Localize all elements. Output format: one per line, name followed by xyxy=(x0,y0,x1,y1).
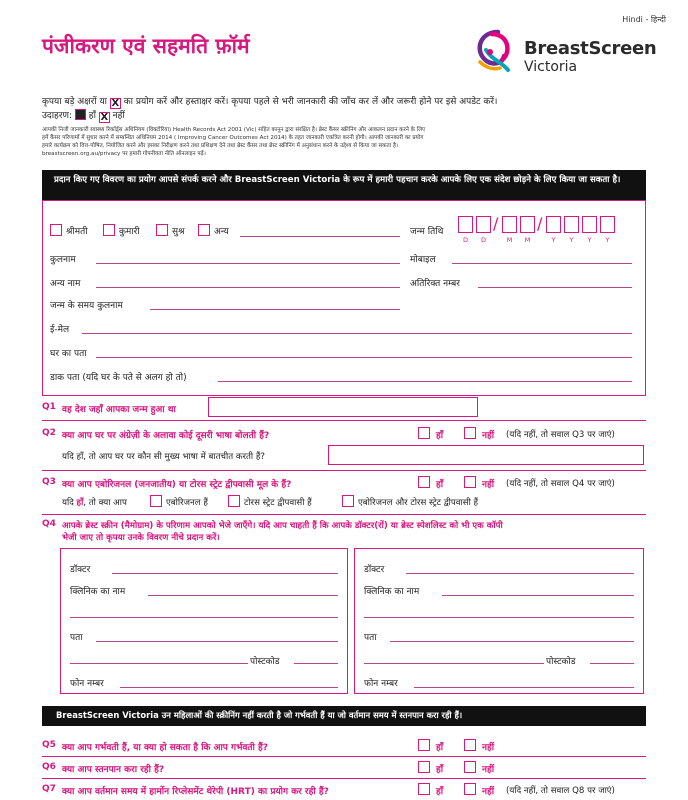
q3-followup xyxy=(62,496,127,508)
doctor-2-label: डॉक्टर xyxy=(364,565,385,575)
q2-followup-text: यदि हाँ, तो आप घर पर कौन सी मुख्य भाषा में बातचीत करती हैं? xyxy=(62,452,265,462)
birth-surname-field[interactable] xyxy=(150,309,400,310)
x-mark-icon: X xyxy=(111,98,120,109)
dob-month-2-input[interactable] xyxy=(520,216,535,233)
q4-number: Q4 xyxy=(42,519,56,529)
q3-number: Q3 xyxy=(42,477,56,487)
privacy-notice xyxy=(42,126,662,158)
dob-month-1-input[interactable] xyxy=(502,216,517,233)
instructions xyxy=(42,94,662,109)
q3-no-checkbox[interactable] xyxy=(464,476,476,488)
surname-field[interactable] xyxy=(96,263,400,264)
divider xyxy=(42,420,646,421)
q2-skip-note: (यदि नहीं, तो सवाल Q3 पर जाएं) xyxy=(506,430,615,440)
doctor-2-phone-label: फोन नम्बर xyxy=(364,679,398,689)
q7-number: Q7 xyxy=(42,784,56,794)
q4-text-line1: आपके ब्रेस्ट स्क्रीन (मैमोग्राम) के परिणाम आपको भेजे जाएँगे। यदि आप चाहती हैं कि आपके डॉक्टर(रों) या ब्रेस्ट स्पेशलिस्ट को भी एक कॉपी xyxy=(62,521,503,531)
mobile-field[interactable] xyxy=(452,263,632,264)
date-separator: / xyxy=(537,214,543,233)
q3-both-checkbox[interactable] xyxy=(342,495,354,507)
dob-year-4-input[interactable] xyxy=(600,216,615,233)
doctor-2-clinic-label: क्लिनिक का नाम xyxy=(364,587,420,597)
email-label: ई-मेल xyxy=(50,325,70,335)
doctor-1-postcode-label: पोस्टकोड xyxy=(250,657,280,667)
title-ms-checkbox[interactable] xyxy=(156,224,168,236)
dob-year-1-input[interactable] xyxy=(546,216,561,233)
q3-yes-label: हाँ xyxy=(436,480,444,490)
doctor-2-clinic-field-2[interactable] xyxy=(364,617,634,618)
q3-torres-strait-label: टोरस स्ट्रेट द्वीपवासी हैं xyxy=(244,498,312,508)
title-ms-label: सुश्र xyxy=(172,227,185,237)
q3-followup-yes: हाँ xyxy=(76,498,84,508)
dob-placeholder: Y xyxy=(587,236,592,244)
home-address-label: घर का पता xyxy=(50,349,87,359)
doctor-1-address-field-2[interactable] xyxy=(70,663,248,664)
q7-no-label: नहीं xyxy=(482,787,495,797)
q3-text: क्या आप एबोरिजनल (जनजातीय) या टोरस स्ट्रेट द्वीपवासी मूल के हैं? xyxy=(62,480,292,490)
divider xyxy=(42,778,646,779)
q3-followup-pre: यदि xyxy=(62,498,74,508)
doctor-1-label: डॉक्टर xyxy=(70,565,91,575)
q3-torres-strait-checkbox[interactable] xyxy=(228,495,240,507)
birth-surname-label: जन्म के समय कुलनाम xyxy=(50,301,123,311)
dob-day-1-input[interactable] xyxy=(458,216,473,233)
dob-placeholder: Y xyxy=(569,236,574,244)
dob-placeholder: D xyxy=(462,236,468,244)
example-label: उदाहरण: xyxy=(42,111,73,121)
privacy-line: breastscreen.org.au/privacy पर हमारी गोपनीयता नीति ऑनलाइन पढ़ें। xyxy=(42,151,206,158)
doctor-2-address-field-2[interactable] xyxy=(364,663,544,664)
dob-placeholder: M xyxy=(524,236,531,244)
doctor-1-phone-label: फोन नम्बर xyxy=(70,679,104,689)
q3-no-label: नहीं xyxy=(482,480,495,490)
doctor-2-clinic-field[interactable] xyxy=(442,595,634,596)
doctor-1-clinic-field-2[interactable] xyxy=(70,617,338,618)
q5-yes-checkbox[interactable] xyxy=(418,739,430,751)
q5-no-checkbox[interactable] xyxy=(464,739,476,751)
q2-yes-label: हाँ xyxy=(436,431,444,441)
title-miss-checkbox[interactable] xyxy=(103,224,115,236)
q1-country-input[interactable] xyxy=(208,397,478,417)
language-label: Hindi - हिन्दी xyxy=(622,15,666,24)
form-title: पंजीकरण एवं सहमति फ़ॉर्म xyxy=(42,34,250,58)
home-address-field[interactable] xyxy=(96,357,632,358)
privacy-line: आपकी निजी जानकारी स्वास्थ्य रिकॉर्ड्स अधिनियम (विक्टोरिया) Health Records Act 2001 (Vic) सहित कानून द्वारा संरक्षित है। ब्रेस्ट कैंसर स्क्रीनिंग और आकलन प्रदान करने के लिए xyxy=(42,127,426,133)
doctor-2-box xyxy=(354,548,644,694)
q6-number: Q6 xyxy=(42,762,56,772)
dob-placeholder: M xyxy=(506,236,513,244)
instructions-part1: कृपया बड़े अक्षरों या xyxy=(42,97,108,107)
doctor-2-address-label: पता xyxy=(364,633,377,643)
q4-text-line2: भेजी जाए तो कृपया उनके विवरण नीचे प्रदान करें। xyxy=(62,533,220,543)
logo-text-state: Victoria xyxy=(524,59,578,75)
doctor-1-clinic-field[interactable] xyxy=(148,595,338,596)
q3-aboriginal-label: एबोरिजनल हैं xyxy=(166,498,208,508)
pregnancy-banner: BreastScreen Victoria उन महिलाओं की स्क्रीनिंग नहीं करती है जो गर्भवती हैं या जो वर्तमान समय में स्तनपान करा रही हैं। xyxy=(42,706,646,726)
divider xyxy=(42,470,646,471)
q6-yes-checkbox[interactable] xyxy=(418,761,430,773)
title-other-label: अन्य xyxy=(214,227,229,237)
extra-number-label: अतिरिक्त नम्बर xyxy=(410,279,460,289)
logo-text-brand: BreastScreen xyxy=(524,38,657,59)
divider xyxy=(42,514,646,515)
q5-no-label: नहीं xyxy=(482,743,495,753)
q2-language-input[interactable] xyxy=(328,445,644,465)
q1-number: Q1 xyxy=(42,402,56,412)
dob-placeholder: Y xyxy=(551,236,556,244)
breastscreen-logo-icon xyxy=(468,26,518,76)
example-no: नहीं xyxy=(112,111,125,121)
dob-label: जन्म तिथि xyxy=(410,227,444,237)
doctor-1-postcode-field[interactable] xyxy=(294,663,338,664)
contact-banner: प्रदान किए गए विवरण का प्रयोग आपसे संपर्क करने और BreastScreen Victoria के रूप में हमारी पहचान करके आपके लिए एक संदेश छोड़ने के लिए किया जा सकता है। xyxy=(42,170,646,200)
doctor-2-postcode-field[interactable] xyxy=(590,663,634,664)
q7-yes-checkbox[interactable] xyxy=(418,783,430,795)
q3-skip-note: (यदि नहीं, तो सवाल Q4 पर जाएं) xyxy=(506,479,615,489)
doctor-2-address-field[interactable] xyxy=(390,641,634,642)
date-separator: / xyxy=(493,214,499,233)
other-name-field[interactable] xyxy=(96,287,400,288)
q1-text: वह देश जहाँ आपका जन्म हुआ था xyxy=(62,405,176,415)
title-mrs-label: श्रीमती xyxy=(66,227,88,237)
q7-skip-note: (यदि नहीं, तो सवाल Q8 पर जाएं) xyxy=(506,786,615,796)
title-miss-label: कुमारी xyxy=(119,227,140,237)
privacy-line: हमारे कार्यक्रम को वित्त-पोषित, नियोजित करने और इसका निरीक्षण करने तथा प्रशिक्षण देने तथा ब्रेस्ट कैंसर तथा ब्रेस्ट स्क्रीनिंग में अनुसंधान करने के उद्देश्य से किया जा सकता है। xyxy=(42,143,399,150)
privacy-line: हमें कैंसर परिणामों में सुधार करने में सम्बन्धित अधिनियम 2014 ( Improving Cancer Outcomes Act 2014) के तहत जानकारी एकत्रित करनी होगी। आपकी जानकारी का प्रयोग xyxy=(42,135,424,142)
title-mrs-checkbox[interactable] xyxy=(50,224,62,236)
surname-label: कुलनाम xyxy=(50,255,76,265)
q5-number: Q5 xyxy=(42,740,56,750)
q6-yes-label: हाँ xyxy=(436,765,444,775)
mobile-label: मोबाइल xyxy=(410,255,436,265)
q2-no-label: नहीं xyxy=(482,431,495,441)
title-other-field[interactable] xyxy=(240,236,400,237)
dob-day-2-input[interactable] xyxy=(476,216,491,233)
title-other-checkbox[interactable] xyxy=(198,224,210,236)
q5-text: क्या आप गर्भवती हैं, या क्या हो सकता है कि आप गर्भवती हैं? xyxy=(62,743,269,753)
doctor-1-clinic-label: क्लिनिक का नाम xyxy=(70,587,126,597)
q2-number: Q2 xyxy=(42,428,56,438)
q3-aboriginal-checkbox[interactable] xyxy=(150,495,162,507)
q6-text: क्या आप स्तनपान करा रही हैं? xyxy=(62,765,165,775)
q7-text: क्या आप वर्तमान समय में हार्मोन रिप्लेसमेंट थेरेपी (HRT) का प्रयोग कर रही हैं? xyxy=(62,787,329,797)
q2-no-checkbox[interactable] xyxy=(464,427,476,439)
dob-placeholder: Y xyxy=(605,236,610,244)
q5-yes-label: हाँ xyxy=(436,743,444,753)
breastscreen-logo xyxy=(468,26,668,78)
divider xyxy=(42,756,646,757)
example-row xyxy=(42,108,125,123)
dob-placeholder: D xyxy=(480,236,486,244)
doctor-1-address-field[interactable] xyxy=(96,641,338,642)
doctor-1-address-label: पता xyxy=(70,633,83,643)
example-yes: हाँ xyxy=(88,111,96,121)
q7-no-checkbox[interactable] xyxy=(464,783,476,795)
q2-yes-checkbox[interactable] xyxy=(418,427,430,439)
doctor-2-phone-field[interactable] xyxy=(414,687,634,688)
doctor-1-phone-field[interactable] xyxy=(120,687,338,688)
postal-address-label: डाक पता (यदि घर के पते से अलग हो तो) xyxy=(50,373,187,383)
x-mark-icon: X xyxy=(100,112,109,123)
q6-no-label: नहीं xyxy=(482,765,495,775)
doctor-1-box xyxy=(60,548,348,694)
q3-both-label: एबोरिजनल और टोरस स्ट्रेट द्वीपवासी हैं xyxy=(358,498,479,508)
q3-yes-checkbox[interactable] xyxy=(418,476,430,488)
dob-year-3-input[interactable] xyxy=(582,216,597,233)
postal-address-field[interactable] xyxy=(218,381,632,382)
doctor-2-name-field[interactable] xyxy=(406,573,634,574)
email-field[interactable] xyxy=(82,333,632,334)
q2-text: क्या आप घर पर अंग्रेज़ी के अलावा कोई दूसरी भाषा बोलती हैं? xyxy=(62,431,270,441)
q6-no-checkbox[interactable] xyxy=(464,761,476,773)
doctor-1-name-field[interactable] xyxy=(112,573,338,574)
doctor-2-postcode-label: पोस्टकोड xyxy=(546,657,576,667)
scribble-icon xyxy=(75,109,86,120)
q7-yes-label: हाँ xyxy=(436,787,444,797)
dob-year-2-input[interactable] xyxy=(564,216,579,233)
instructions-part2: का प्रयोग करें और हस्ताक्षर करें। कृपया पहले से भरी जानकारी की जाँच कर लें और जरूरी होने पर इसे अपडेट करें। xyxy=(123,97,498,107)
q3-followup-post: , तो क्या आप xyxy=(83,498,127,508)
extra-number-field[interactable] xyxy=(478,287,632,288)
other-name-label: अन्य नाम xyxy=(50,279,81,289)
